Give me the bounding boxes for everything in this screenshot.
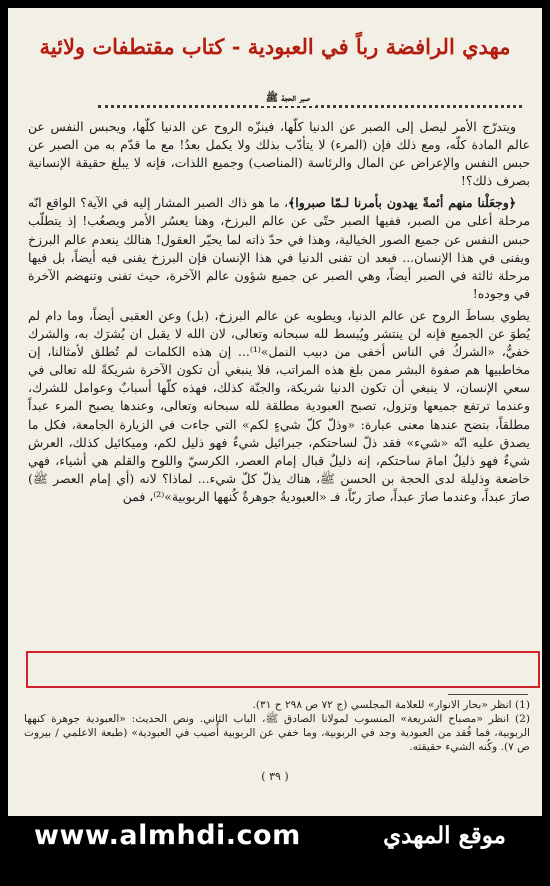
paragraph-2-text: ، ما هو ذاك الصبر المشار إليه في الآية؟ الواقع انّه مرحلة أعلى من الصبر، ففيها الصبر حتّى عن عالم البرزخ، وهنا يعسُر الأمر ويصعُب! إذ يتطلّب حبس النفس عن جميع الصور الخيالية، وهذا في حدّ ذاته لما يحيّر العقول! هنالك ينعدم عالم البرزخ ويفنى في هذا الإنسان... فبعد ان تفنى الدنيا في هذا الإنسان فإن البرزخ يفنى فيه أيضاً، بل فيها مرحلة ثالثة في الصبر أيضاً، وهي الصبر عن جميع شؤون عالم الآخرة، حيث تفنى وتنهضم الآخرة في وجوده! [28, 195, 530, 301]
page-title: مهدي الرافضة رباً في العبودية - كتاب مقتطفات ولائية [39, 34, 511, 59]
footnote-separator [448, 694, 528, 695]
paragraph-1: ويتدرّج الأمر ليصل إلى الصبر عن الدنيا كلّها، فينزّه الروح عن الدنيا كلّها، ويحبس النفس عن عالم المادة كلّه، ومع ذلك فإن (المرء) لا يتأدّب بذلك ولا يكمل بعدُ! مع ما قدّم به من الصبر عن حبس النفس والإعراض عن المال والرئاسة (المناصب) وجميع اللذات، فإنه لا يبلغ حقيقة الإنسانية بصرف ذلك؟! [28, 119, 530, 189]
watermark-site-name: موقع المهدي [383, 822, 506, 849]
quran-verse: ﴿وجعَلْنا منهم أئمةً يهدون بأمرنا لـمّا صبروا﴾ [288, 195, 516, 211]
running-head-text: صبر الحجة ﷺ [260, 92, 316, 106]
watermark-url: www.almhdi.com [34, 820, 301, 851]
page-number: ( ٣٩ ) [261, 770, 289, 783]
footnotes [24, 698, 530, 754]
highlight-box [26, 651, 540, 688]
book-page [8, 8, 542, 816]
body-text [28, 118, 530, 510]
paragraph-3: يطوي بساطَ الروح عن عالم الدنيا، ويطويه عن عالم البرزخ، (بل) وعن العقبى أيضاً، وما دام لم يُطوَ عن الجميع فإنه لن ينتشر ويُبسط لله سبحانه وتعالى، لان الله لا يقبل ان يُشرَك به، والشرك خفيٌّ، «الشركُ في الناس أخفى من دبيب النمل»⁽¹⁾... إن هذه الكلمات لم تُطلق لأمثالنا، إن مخاطبيها هم صفوة البشر ممن بلغ هذه المراتب، فلا ينبغي أن تكون الآخرة شريكةً لله تعالى في سعي الإنسان، لا ينبغي أن تكون الدنيا شريكة، والجنّة كذلك، فهذه كلّها أسبابٌ وعوامل للشرك، وعندما ترتفع جميعها وتزول، تصبح العبودية مطلقة لله سبحانه وتعالى، وعندها يصبح المرء عبداً مطلقاً، بتضح عندها معنى عبارة: «وذلّ كلّ شيءٍ لكم» التي جاءت في الزيارة الجامعة، فكل ما يصدق عليه انّه «شيء» فقد ذلّ لساحتكم، جبرائيل شيءٌ فهو ذليل لكم، وميكائيل كذلك، العرش شيءٌ فهو ذليلٌ امامَ ساحتكم، إنه ذليلٌ قبال إمام العصر، الكرسيّ واللوح والقلم هي أشياء، فهي خاضعة وذليلة لدى الحجة بن الحسن ﷺ، هناك يذلّ كلّ شيء... لماذا؟ لانه (أي إمام العصر ﷺ) صارَ عبداً، وعندما صارَ عبداً، صارَ ربّاً، فـ «العبوديةُ جوهرةٌ كُنهها الربوبية»⁽²⁾، فمن [28, 307, 530, 504]
footnote-2: (2) انظر «مصباح الشريعة» المنسوب لمولانا الصادق ﷺ، الباب الثاني. ونص الحديث: «العبودية جوهرة كنهها الربوبية، فما فُقد من العبودية وجد في الربوبية، وما خفي عن الربوبية أُصيب في العبودية» (طبعة الاعلمي / بيروت ص ٧). وكُنه الشيء حقيقته. [24, 713, 530, 753]
footnote-1: (1) انظر «بحار الانوار» للعلامة المجلسي (ج ٧٢ ص ٢٩٨ ح ٣١). [252, 699, 530, 711]
paragraph-2 [28, 194, 530, 303]
running-head [98, 94, 522, 110]
